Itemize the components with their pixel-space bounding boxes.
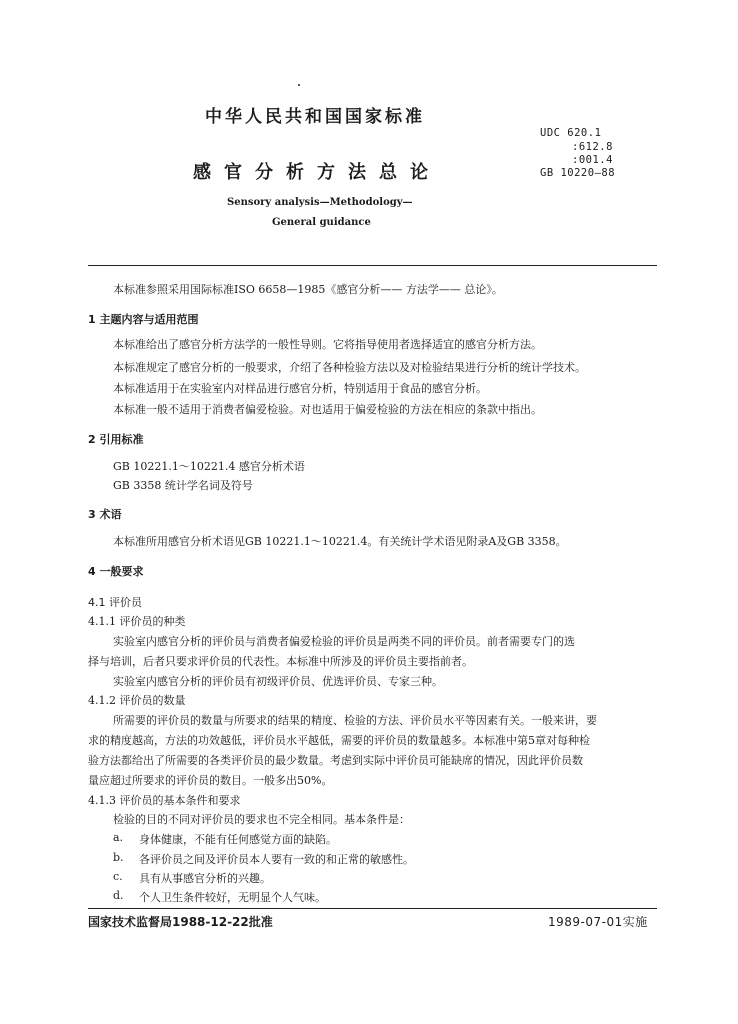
subsection-4-1-heading: 4.1 评价员 bbox=[88, 596, 142, 609]
header-rule bbox=[88, 265, 657, 266]
effective-date: 1989-07-01实施 bbox=[548, 915, 648, 929]
para-4-1-1-line2: 择与培训，后者只要求评价员的代表性。本标准中所涉及的评价员主要指前者。 bbox=[88, 655, 473, 668]
list-marker-b: b. bbox=[113, 851, 124, 864]
reference-1: GB 10221.1～10221.4 感官分析术语 bbox=[113, 460, 305, 473]
subsection-4-1-3-heading: 4.1.3 评价员的基本条件和要求 bbox=[88, 794, 241, 807]
list-marker-a: a. bbox=[113, 831, 124, 844]
list-marker-c: c. bbox=[113, 870, 123, 883]
list-item-d: 个人卫生条件较好，无明显个人气味。 bbox=[139, 891, 326, 904]
para-4-1-1-line3: 实验室内感官分析的评价员有初级评价员、优选评价员、专家三种。 bbox=[113, 675, 443, 688]
intro-paragraph: 本标准参照采用国际标准ISO 6658—1985《感官分析—— 方法学—— 总论》。 bbox=[113, 283, 503, 296]
para-4-1-2-line1: 所需要的评价员的数量与所要求的结果的精度、检验的方法、评价员水平等因素有关。一般来讲，要 bbox=[113, 714, 597, 727]
scan-speck bbox=[298, 84, 300, 86]
gb-code: GB 10220—88 bbox=[540, 167, 616, 179]
section-1-para-1: 本标准给出了感官分析方法学的一般性导则。它将指导使用者选择适宜的感官分析方法。 bbox=[113, 338, 542, 351]
para-4-1-2-line4: 量应超过所要求的评价员的数目。一般多出50%。 bbox=[88, 774, 333, 787]
list-marker-d: d. bbox=[113, 889, 124, 902]
udc-code-1: UDC 620.1 bbox=[540, 127, 602, 139]
para-4-1-1-line1: 实验室内感官分析的评价员与消费者偏爱检验的评价员是两类不同的评价员。前者需要专门的选 bbox=[113, 635, 575, 648]
approval-date: 国家技术监督局1988-12-22批准 bbox=[88, 915, 273, 929]
udc-code-3: :001.4 bbox=[572, 154, 613, 166]
section-4-heading: 4 一般要求 bbox=[88, 565, 144, 578]
para-4-1-2-line3: 验方法都给出了所需要的各类评价员的最少数量。考虑到实际中评价员可能缺席的情况，因此评价员数 bbox=[88, 754, 583, 767]
footer-rule bbox=[88, 908, 657, 909]
section-1-para-4: 本标准一般不适用于消费者偏爱检验。对也适用于偏爱检验的方法在相应的条款中指出。 bbox=[113, 403, 542, 416]
section-3-heading: 3 术语 bbox=[88, 508, 122, 521]
section-3-para: 本标准所用感官分析术语见GB 10221.1～10221.4。有关统计学术语见附录A及GB 3358。 bbox=[113, 535, 567, 548]
english-title-line1: Sensory analysis—Methodology— bbox=[227, 197, 413, 208]
reference-2: GB 3358 统计学名词及符号 bbox=[113, 479, 253, 492]
section-2-heading: 2 引用标准 bbox=[88, 433, 144, 446]
document-title: 感官分析方法总论 bbox=[193, 162, 441, 183]
english-title-line2: General guidance bbox=[272, 217, 371, 228]
subsection-4-1-1-heading: 4.1.1 评价员的种类 bbox=[88, 615, 186, 628]
section-1-para-2: 本标准规定了感官分析的一般要求，介绍了各种检验方法以及对检验结果进行分析的统计学技术。 bbox=[113, 361, 586, 374]
list-item-c: 具有从事感官分析的兴趣。 bbox=[139, 872, 271, 885]
subsection-4-1-2-heading: 4.1.2 评价员的数量 bbox=[88, 694, 186, 707]
issuing-body: 中华人民共和国国家标准 bbox=[205, 107, 425, 127]
section-1-heading: 1 主题内容与适用范围 bbox=[88, 313, 199, 326]
list-item-b: 各评价员之间及评价员本人要有一致的和正常的敏感性。 bbox=[139, 853, 414, 866]
section-1-para-3: 本标准适用于在实验室内对样品进行感官分析，特别适用于食品的感官分析。 bbox=[113, 382, 487, 395]
list-item-a: 身体健康，不能有任何感觉方面的缺陷。 bbox=[139, 833, 337, 846]
para-4-1-3: 检验的目的不同对评价员的要求也不完全相同。基本条件是： bbox=[113, 813, 410, 826]
para-4-1-2-line2: 求的精度越高，方法的功效越低，评价员水平越低，需要的评价员的数量越多。本标准中第5章对每种检 bbox=[88, 734, 590, 747]
udc-code-2: :612.8 bbox=[572, 141, 613, 153]
